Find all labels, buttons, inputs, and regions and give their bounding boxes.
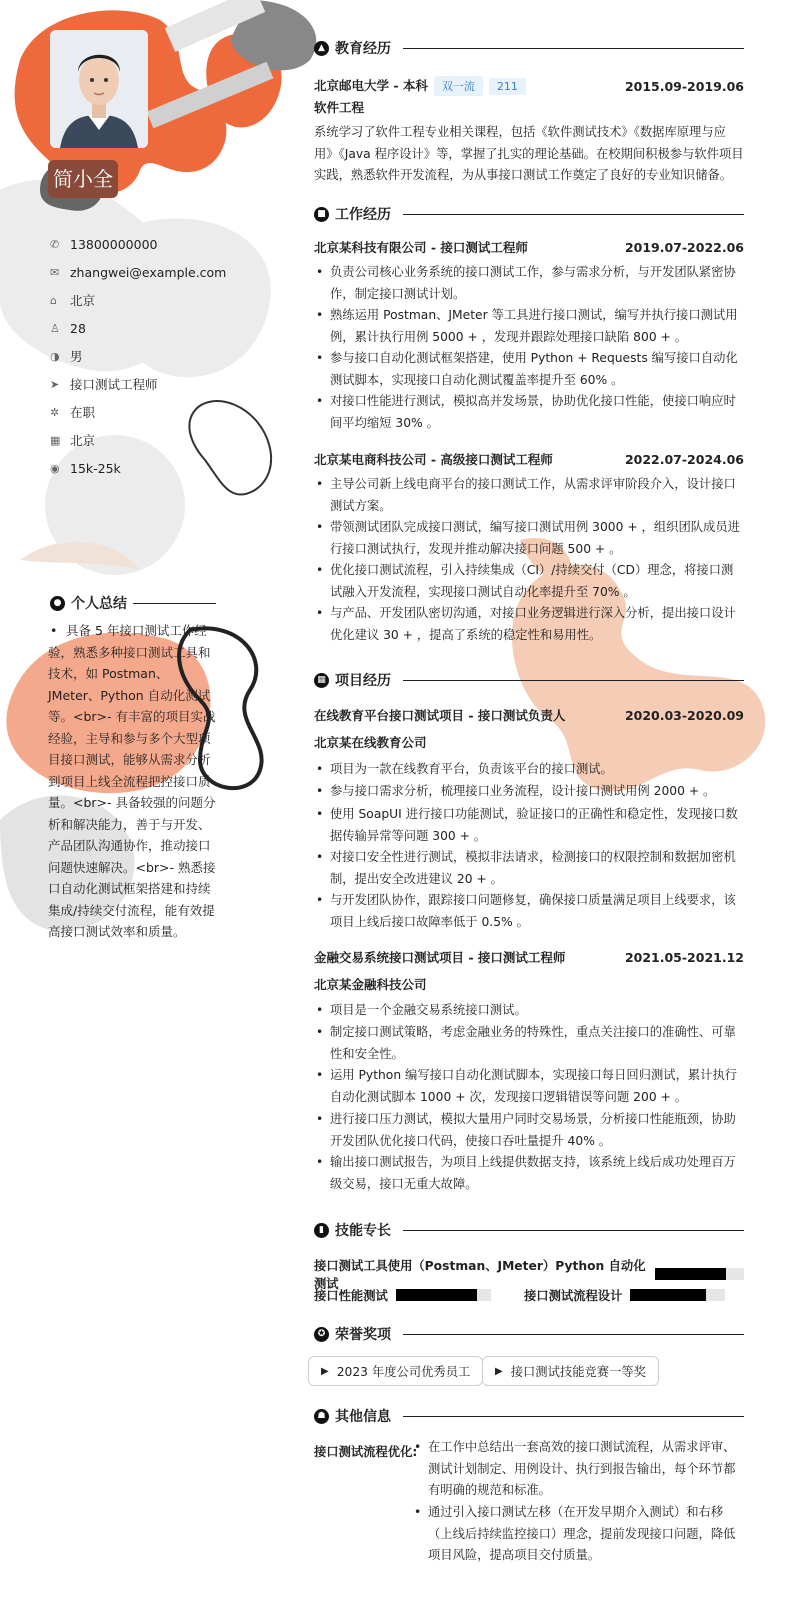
job-bullet: • 负责公司核心业务系统的接口测试工作，参与需求分析，与开发团队紧密协作，制定接口测试计划。 xyxy=(314,262,744,305)
contact-age xyxy=(50,314,226,342)
salary-value: 15k-25k xyxy=(70,460,121,476)
education-section-title xyxy=(314,38,744,58)
summary-section-title xyxy=(50,593,216,613)
project-bullet: • 输出接口测试报告，为项目上线提供数据支持，该系统上线后成功处理百万级交易，接口无重大故障。 xyxy=(314,1152,744,1195)
project-bullet: • 进行接口压力测试，模拟大量用户同时交易场景，分析接口性能瓶颈，协助开发团队优化接口代码，使接口吞吐量提升 40% 。 xyxy=(314,1109,744,1152)
contact-city xyxy=(50,426,226,454)
medal-icon: ✪ xyxy=(314,1327,329,1342)
divider xyxy=(403,1230,744,1231)
age-icon: ♙ xyxy=(50,321,60,335)
education-row xyxy=(314,76,744,96)
other-section-title xyxy=(314,1406,744,1426)
skills-title: 技能专长 xyxy=(335,1223,391,1239)
project-bullet: • 对接口安全性进行测试，模拟非法请求，检测接口的权限控制和数据加密机制，提出安全改进建议 20 + 。 xyxy=(314,847,744,890)
work-title: 工作经历 xyxy=(335,207,391,223)
other-label: 接口测试流程优化: xyxy=(314,1445,418,1459)
gender-value: 男 xyxy=(70,349,83,364)
city-value: 北京 xyxy=(70,433,96,448)
city-icon: ▦ xyxy=(50,433,61,447)
job-bullet: • 优化接口测试流程，引入持续集成（CI）/持续交付（CD）理念，将接口测试融入开发流程，实现接口测试自动化率提升至 70% 。 xyxy=(314,560,744,603)
skill-item xyxy=(524,1286,725,1304)
play-icon: ▶ xyxy=(321,1365,329,1377)
award-chip xyxy=(482,1356,659,1386)
skills-section-title xyxy=(314,1220,744,1240)
summary-title: 个人总结 xyxy=(71,596,127,612)
contact-phone xyxy=(50,230,226,258)
project-company: 北京某金融科技公司 xyxy=(314,977,427,992)
education-date: 2015.09-2019.06 xyxy=(624,78,744,94)
projects-title: 项目经历 xyxy=(335,673,391,689)
award-label: 接口测试技能竞赛一等奖 xyxy=(510,1365,646,1379)
profile-name: 简小全 xyxy=(48,160,118,198)
summary-text-content: 具备 5 年接口测试工作经验，熟悉多种接口测试工具和技术，如 Postman、JMeter、Python 自动化测试等。<br>- 有丰富的项目实战经验，主导和参与多个大型项目接口测试，能够从需求分析到项目上线全流程把控接口质量。<br>- 具备较强的问题分析和解决能力，善于与开发、产品团队沟通协作，推动接口问题快速解决。<br>- 熟悉接口自动化测试框架搭建和持续集成/持续交付流程，能有效提高接口测试效率和质量。 xyxy=(48,623,216,939)
age-value: 28 xyxy=(70,320,86,336)
gender-icon: ◑ xyxy=(50,349,60,363)
email-value: zhangwei@example.com xyxy=(70,264,227,280)
email-icon: ✉ xyxy=(50,265,60,279)
status-icon: ✲ xyxy=(50,405,60,419)
graduation-cap-icon: ▲ xyxy=(314,41,329,56)
project-row xyxy=(314,706,744,724)
project-bullet: • 项目为一款在线教育平台，负责该平台的接口测试。 xyxy=(314,759,744,781)
skill-name: 接口测试流程设计 xyxy=(524,1289,623,1303)
home-value: 北京 xyxy=(70,293,96,308)
project-bullet: • 项目是一个金融交易系统接口测试。 xyxy=(314,1000,744,1022)
project-row xyxy=(314,948,744,966)
job-header: 北京某科技有限公司 - 接口测试工程师 xyxy=(314,240,528,255)
job-bullet: • 主导公司新上线电商平台的接口测试工作，从需求评审阶段介入，设计接口测试方案。 xyxy=(314,474,744,517)
education-school-block xyxy=(314,76,526,96)
skill-level-fill xyxy=(396,1289,477,1301)
divider xyxy=(403,48,744,49)
salary-icon: ◉ xyxy=(50,461,60,475)
job-bullet: • 带领测试团队完成接口测试，编写接口测试用例 3000 + ，组织团队成员进行接口测试执行，发现并推动解决接口问题 500 + 。 xyxy=(314,517,744,560)
job-header: 北京某电商科技公司 - 高级接口测试工程师 xyxy=(314,452,553,467)
education-description: 系统学习了软件工程专业相关课程，包括《软件测试技术》《数据库原理与应用》《Java 程序设计》等，掌握了扎实的理论基础。在校期间积极参与软件项目实践，熟悉软件开发流程，为从事接口测试工作奠定了良好的专业知识储备。 xyxy=(314,125,744,182)
job-bullet: • 熟练运用 Postman、JMeter 等工具进行接口测试，编写并执行接口测试用例，累计执行用例 5000 + ，发现并跟踪处理接口缺陷 800 + 。 xyxy=(314,305,744,348)
project-bullet: • 与开发团队协作，跟踪接口问题修复，确保接口质量满足项目上线要求，该项目上线后接口故障率低于 0.5% 。 xyxy=(314,890,744,933)
target-job-icon: ➤ xyxy=(50,377,60,391)
home-icon: ⌂ xyxy=(50,293,57,307)
awards-section-title xyxy=(314,1324,744,1344)
sidebar xyxy=(0,0,285,1604)
project-header: 金融交易系统接口测试项目 - 接口测试工程师 xyxy=(314,950,566,965)
other-title: 其他信息 xyxy=(335,1409,391,1425)
job-row xyxy=(314,238,744,256)
briefcase-icon: ■ xyxy=(314,207,329,222)
work-section-title xyxy=(314,204,744,224)
education-title: 教育经历 xyxy=(335,41,391,57)
job-date: 2019.07-2022.06 xyxy=(624,239,744,255)
job-date: 2022.07-2024.06 xyxy=(624,451,744,467)
skill-level-fill xyxy=(630,1289,706,1301)
project-header: 在线教育平台接口测试项目 - 接口测试负责人 xyxy=(314,708,566,723)
project-company: 北京某在线教育公司 xyxy=(314,735,427,750)
job-bullet: • 对接口性能进行测试，模拟高并发场景，协助优化接口性能，使接口响应时间平均缩短 30% 。 xyxy=(314,391,744,434)
status-value: 在职 xyxy=(70,405,96,420)
projects-section-title xyxy=(314,670,744,690)
skill-name: 接口测试工具使用（Postman、JMeter）Python 自动化测试 xyxy=(314,1259,646,1291)
contact-email xyxy=(50,258,226,286)
contact-target-job xyxy=(50,370,226,398)
job-bullet: • 参与接口自动化测试框架搭建，使用 Python + Requests 编写接口自动化测试脚本，实现接口自动化测试覆盖率提升至 60% 。 xyxy=(314,348,744,391)
person-icon: ● xyxy=(50,596,65,611)
other-bullet: • 通过引入接口测试左移（在开发早期介入测试）和右移（上线后持续监控接口）理念，提前发现接口问题，降低项目风险，提高项目交付质量。 xyxy=(412,1502,744,1567)
skill-item xyxy=(314,1286,491,1304)
divider xyxy=(403,680,744,681)
people-icon: ☗ xyxy=(314,1409,329,1424)
avatar xyxy=(50,30,148,148)
project-bullet: • 运用 Python 编写接口自动化测试脚本，实现接口每日回归测试，累计执行自动化测试脚本 1000 + 次，发现接口逻辑错误等问题 200 + 。 xyxy=(314,1065,744,1108)
grid-icon: ▦ xyxy=(314,673,329,688)
award-chip xyxy=(308,1356,483,1386)
contact-status xyxy=(50,398,226,426)
play-icon: ▶ xyxy=(495,1365,503,1377)
phone-icon: ✆ xyxy=(50,237,60,251)
skill-level-bar xyxy=(630,1289,725,1301)
project-date: 2020.03-2020.09 xyxy=(624,707,744,723)
divider xyxy=(403,214,744,215)
skill-name: 接口性能测试 xyxy=(314,1289,388,1303)
job-row xyxy=(314,450,744,468)
contact-salary xyxy=(50,454,226,482)
project-bullet: • 使用 SoapUI 进行接口功能测试，验证接口的正确性和稳定性，发现接口数据传输异常等问题 300 + 。 xyxy=(314,804,744,847)
divider xyxy=(133,603,216,604)
education-school: 北京邮电大学 - 本科 xyxy=(314,78,428,93)
target-job-value: 接口测试工程师 xyxy=(70,377,158,392)
tag-double-first-class: 双一流 xyxy=(434,76,483,96)
project-bullet: • 制定接口测试策略，考虑金融业务的特殊性，重点关注接口的准确性、可靠性和安全性。 xyxy=(314,1022,744,1065)
awards-title: 荣誉奖项 xyxy=(335,1327,391,1343)
other-bullet: • 在工作中总结出一套高效的接口测试流程，从需求评审、测试计划制定、用例设计、执行到报告输出，每个环节都有明确的规范和标准。 xyxy=(412,1437,744,1502)
education-major: 软件工程 xyxy=(314,100,365,115)
divider xyxy=(403,1416,744,1417)
skill-level-bar xyxy=(655,1268,744,1280)
job-bullet: • 与产品、开发团队密切沟通，对接口业务逻辑进行深入分析，提出接口设计优化建议 30 + ，提高了系统的稳定性和易用性。 xyxy=(314,603,744,646)
skill-level-fill xyxy=(655,1268,726,1280)
divider xyxy=(403,1334,744,1335)
contact-list xyxy=(50,230,226,482)
project-date: 2021.05-2021.12 xyxy=(624,949,744,965)
project-bullet: • 参与接口需求分析，梳理接口业务流程，设计接口测试用例 2000 + 。 xyxy=(314,781,744,803)
contact-gender xyxy=(50,342,226,370)
tag-211: 211 xyxy=(489,78,526,95)
avatar-portrait-icon xyxy=(50,30,148,148)
phone-value: 13800000000 xyxy=(70,236,158,252)
award-label: 2023 年度公司优秀员工 xyxy=(336,1365,471,1379)
contact-home xyxy=(50,286,226,314)
bar-chart-icon: ▮ xyxy=(314,1223,329,1238)
skill-level-bar xyxy=(396,1289,491,1301)
summary-text: • 具备 5 年接口测试工作经验，熟悉多种接口测试工具和技术，如 Postman、JMeter、Python 自动化测试等。<br>- 有丰富的项目实战经验，主导和参与多个大型项目接口测试，能够从需求分析到项目上线全流程把控接口质量。<br>- 具备较强的问题分析和解决能力，善于与开发、产品团队沟通协作，推动接口问题快速解决。<br>- 熟悉接口自动化测试框架搭建和持续集成/持续交付流程，能有效提高接口测试效率和质量。 xyxy=(48,623,216,939)
